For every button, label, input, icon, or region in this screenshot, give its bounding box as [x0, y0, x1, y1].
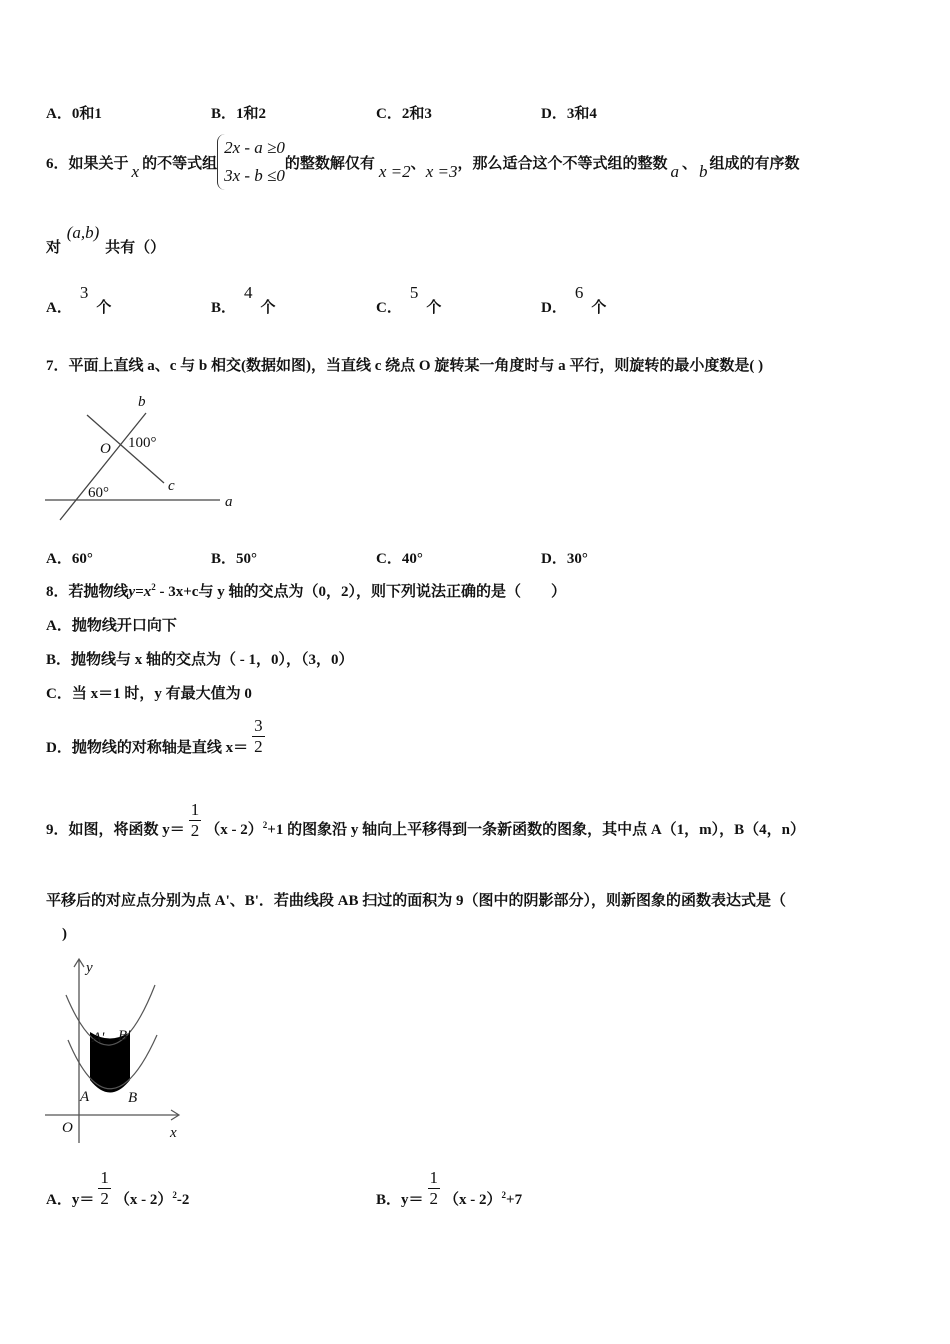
q8-stem: 8．若抛物线$y=x^2 - 3x+c$与 y 轴的交点为（0，2），则下列说法正确的是（ ） [46, 582, 566, 600]
q6-option-c: C．5个 [376, 283, 442, 316]
label-a: A [80, 1089, 90, 1105]
q9-option-a: A．y＝ $\frac{1}{2}$ （x - 2）$^2$-2 [46, 1168, 190, 1208]
q6-var-b: b [699, 162, 708, 181]
q6-ineq1: 2x - a ≥0 [224, 138, 285, 157]
q9-figure [40, 950, 190, 1145]
q6-mid1: 的不等式组 [142, 155, 218, 172]
q5-option-d: D．3和4 [541, 106, 597, 122]
q5-option-c: C．2和3 [376, 106, 432, 122]
q5-option-b: B．1和2 [211, 106, 267, 122]
q7-figure [40, 390, 250, 525]
q9-stem-line1: 9．如图，将函数 y＝ $\frac{1}{2}$ （x - 2）$^2$+1 的图象沿 y 轴向上平移得到一条新函数的图象，其中点 A（1，m），B（4，n） [46, 800, 805, 840]
q6-prefix: 6．如果关于 [46, 155, 129, 172]
q6-mid4: 组成的有序数 [709, 155, 800, 172]
label-a: a [225, 494, 233, 510]
q6-sol2: x =3 [425, 162, 458, 181]
q6-inequality-system [217, 134, 285, 190]
angle-60: 60° [88, 485, 109, 501]
q6-pair: (a,b) [66, 223, 100, 242]
q6-sol1: x =2 [378, 162, 411, 181]
q6-ineq2: 3x - b ≤0 [224, 166, 285, 185]
q7-option-c: C．40° [376, 551, 423, 567]
fraction: $\frac{1}{2}$ [190, 800, 200, 840]
q7-stem: 7．平面上直线 a、c 与 b 相交(数据如图)，当直线 c 绕点 O 旋转某一角度时与 a 平行，则旋转的最小度数是( ) [46, 358, 764, 374]
q7-option-d: D．30° [541, 551, 588, 567]
q6-option-d: D．6个 [541, 283, 607, 316]
q7-option-b: B．50° [211, 551, 258, 567]
label-y: y [86, 960, 93, 976]
q6-stem-line1 [46, 132, 800, 192]
fraction: $\frac{1}{2}$ [429, 1168, 439, 1208]
q9-option-b: B．y＝ $\frac{1}{2}$ （x - 2）$^2$+7 [376, 1168, 523, 1208]
label-a-prime: A' [92, 1030, 105, 1046]
q6-option-a: A．3个 [46, 283, 112, 316]
angle-100: 100° [128, 435, 157, 451]
q8-option-d: D．抛物线的对称轴是直线 x＝ $\frac{3}{2}$ [46, 716, 263, 756]
q6-stem-line2 [46, 223, 166, 257]
q8-option-a: A．抛物线开口向下 [46, 618, 177, 634]
label-b: B [128, 1090, 138, 1106]
q9-stem-line3: ) [62, 926, 67, 942]
q8-option-c: C．当 x＝1 时，y 有最大值为 0 [46, 686, 252, 702]
q6-mid2: 的整数解仅有 [284, 155, 375, 172]
q8-option-b: B．抛物线与 x 轴的交点为（ - 1，0），（3，0） [46, 652, 354, 668]
q6-var-x: x [131, 162, 140, 181]
fraction: $\frac{3}{2}$ [254, 716, 263, 756]
q6-option-b: B．4个 [211, 283, 276, 316]
q6-sep2: 、 [681, 155, 697, 172]
q5-option-a: A．0和1 [46, 106, 102, 122]
q7-option-a: A．60° [46, 551, 93, 567]
label-b-prime: B' [118, 1028, 131, 1044]
label-b: b [138, 394, 146, 410]
q6-line2-prefix: 对 [46, 240, 62, 256]
q6-sep: 、 [410, 155, 426, 172]
label-o: O [62, 1120, 73, 1136]
fraction: $\frac{1}{2}$ [100, 1168, 109, 1208]
label-c: c [168, 478, 175, 494]
label-x: x [170, 1125, 177, 1141]
q9-stem-line2: 平移后的对应点分别为点 A'、B'．若曲线段 AB 扫过的面积为 9（图中的阴影部分），则新图象的函数表达式是（ [46, 893, 787, 909]
q6-var-a: a [670, 162, 679, 181]
q6-line2-suffix: 共有（） [105, 240, 166, 256]
q6-mid3: ，那么适合这个不等式组的整数 [457, 155, 668, 172]
label-o: O [100, 441, 111, 457]
